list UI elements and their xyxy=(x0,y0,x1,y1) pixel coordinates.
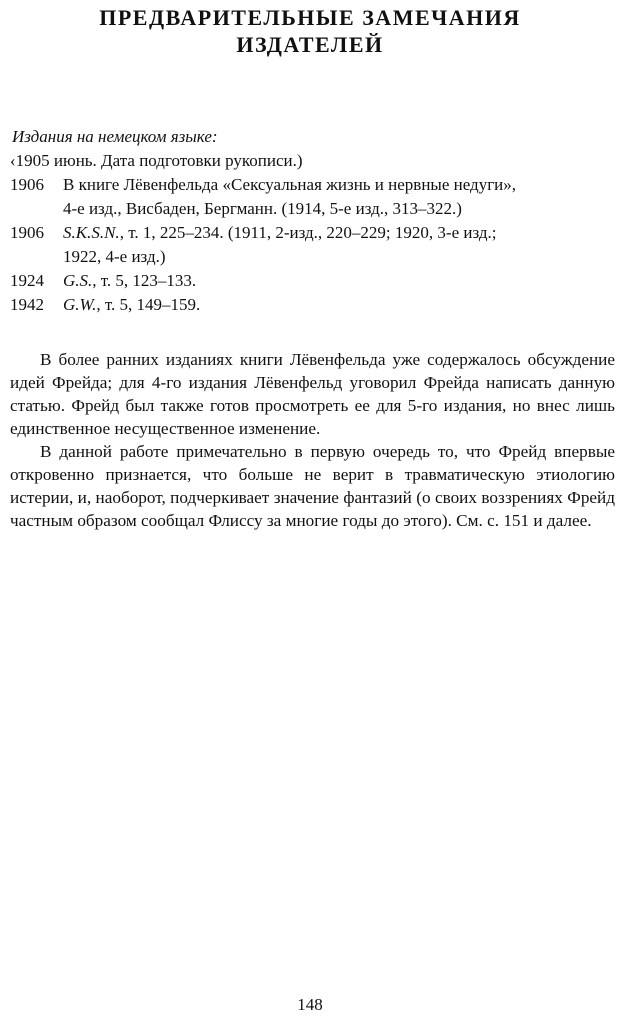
edition-text: В книге Лёвенфельда «Сексуальная жизнь и нервные недуги», xyxy=(63,175,517,194)
paragraph: В данной работе примечательно в первую очередь то, что Фрейд впервые откровенно признается, что больше не верит в травматическую этиологию истерии, и, наоборот, подчеркивает значение фантазий (о своих воззрениях Фрейд частным образом сообщал Флиссу за многие годы до этого). См. с. 151 и далее. xyxy=(10,442,615,530)
edition-continuation: 1922, 4-е изд.) xyxy=(63,247,166,266)
edition-text xyxy=(63,221,615,245)
edition-year: 1906 xyxy=(10,175,44,194)
editions-heading: Издания на немецком языке: xyxy=(12,127,218,146)
edition-continuation: 4-е изд., Висбаден, Бергманн. (1914, 5-е изд., 313–322.) xyxy=(63,199,462,218)
edition-abbreviation: G.W. xyxy=(63,295,97,314)
edition-entry xyxy=(10,173,615,197)
edition-abbreviation: G.S. xyxy=(63,271,93,290)
editions-list xyxy=(10,125,615,317)
edition-year: 1942 xyxy=(10,295,44,314)
page-number: 148 xyxy=(297,995,323,1014)
edition-text xyxy=(63,293,615,317)
edition-details: , т. 5, 149–159. xyxy=(96,295,201,314)
edition-details: , т. 1, 225–234. (1911, 2-изд., 220–229; 1920, 3-е изд.; xyxy=(119,223,497,242)
title-line-1: ПРЕДВАРИТЕЛЬНЫЕ ЗАМЕЧАНИЯ xyxy=(99,5,521,30)
edition-entry xyxy=(10,269,615,293)
edition-entry xyxy=(10,221,615,245)
edition-year: 1906 xyxy=(10,223,44,242)
page-title xyxy=(0,4,620,58)
edition-text xyxy=(63,269,615,293)
edition-year: 1924 xyxy=(10,271,44,290)
edition-abbreviation: S.K.S.N. xyxy=(63,223,120,242)
edition-manuscript-line: ‹1905 июнь. Дата подготовки рукописи.) xyxy=(10,151,303,170)
body-text xyxy=(10,348,615,532)
title-line-2: ИЗДАТЕЛЕЙ xyxy=(236,32,384,57)
paragraph: В более ранних изданиях книги Лёвенфельда уже содержалось обсуждение идей Фрейда; для 4-го издания Лёвенфельд уговорил Фрейда написать данную статью. Фрейд был также готов просмотреть ее для 5-го издания, но внес лишь единственное несущественное изменение. xyxy=(10,350,615,438)
edition-details: , т. 5, 123–133. xyxy=(92,271,197,290)
edition-entry xyxy=(10,293,615,317)
